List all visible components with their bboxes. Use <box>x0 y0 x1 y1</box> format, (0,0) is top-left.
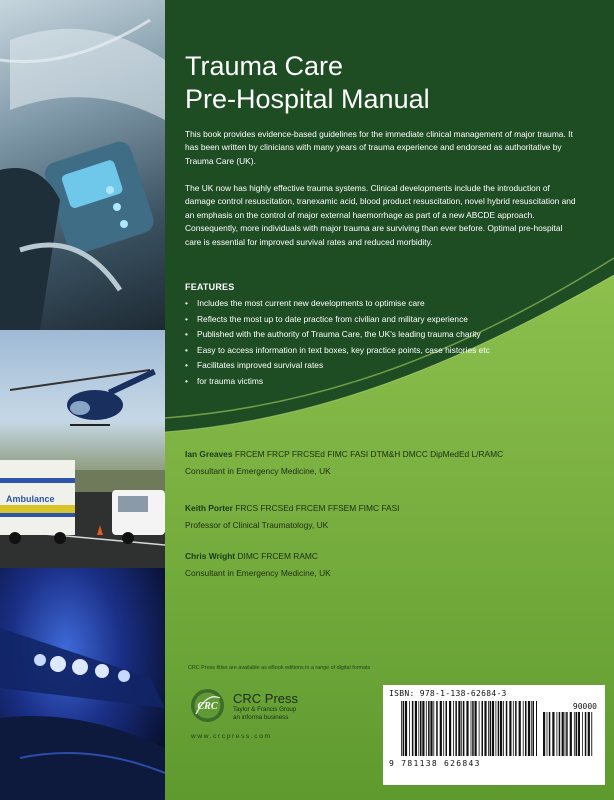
author-name: Ian Greaves <box>185 449 233 459</box>
author-credentials: FRCS FRCSEd FRCEM FFSEM FIMC FASI <box>235 503 400 513</box>
barcode-bar <box>506 701 508 756</box>
barcode-bar <box>415 701 417 756</box>
helicopter-ambulance-illustration <box>0 330 165 568</box>
barcode-bar <box>492 701 494 756</box>
barcode-bar <box>515 701 517 756</box>
barcode-bar <box>549 712 551 756</box>
barcode-bar <box>403 701 405 756</box>
barcode-bar <box>440 701 442 756</box>
author-role: Consultant in Emergency Medicine, UK <box>185 466 331 476</box>
isbn-number: ISBN: 978-1-138-62684-3 <box>389 689 507 698</box>
barcode-bar <box>443 701 444 756</box>
barcode-bar <box>536 701 537 756</box>
barcode-bars-addon <box>543 712 593 756</box>
author-block <box>185 548 595 582</box>
author-role: Consultant in Emergency Medicine, UK <box>185 568 331 578</box>
author-block <box>185 500 595 534</box>
barcode-bar <box>523 701 524 756</box>
description-paragraph-1: This book provides evidence-based guidelines for the immediate clinical management of major trauma. It has been written by clinicians with many years of trauma experience and endorsed as authoritative by Trauma Care (UK). <box>185 129 573 166</box>
author-name: Keith Porter <box>185 503 233 513</box>
barcode-bar <box>576 712 578 756</box>
crc-press-logo-icon <box>190 688 225 723</box>
features-heading: FEATURES <box>185 282 235 292</box>
photo-medical-equipment <box>0 0 165 330</box>
barcode-bar <box>578 712 580 756</box>
publisher-group: Taylor & Francis Group <box>233 706 297 713</box>
barcode-bar <box>582 712 583 756</box>
description-paragraph-2: The UK now has highly effective trauma systems. Clinical developments include the introduction of damage control resuscitation, tranexamic acid, blood product resuscitation, novel hybrid resuscitation and an emphasis on the control of major external haemorrhage as part of a new ABCDE approach. Consequently, more individuals with major trauma are surviving than ever before. Optimal pre-hospital care is essential for improved survival rates and reduced morbidity. <box>185 183 576 247</box>
feature-item: • Published with the authority of Trauma Care, the UK's leading trauma charity <box>185 327 585 343</box>
barcode-bar <box>496 701 497 756</box>
feature-item: • Includes the most current new developments to optimise care <box>185 296 585 312</box>
barcode-bar <box>458 701 460 756</box>
barcode-bar <box>418 701 419 756</box>
barcode-bar <box>490 701 492 756</box>
barcode-bar <box>513 701 514 756</box>
publisher-name: CRC Press <box>233 691 299 706</box>
barcode-bar <box>482 701 484 756</box>
ean-number: 9 781138 626843 <box>389 759 481 768</box>
barcode-bar <box>566 712 568 756</box>
feature-item: • Reflects the most up to date practice from civilian and military experience <box>185 312 585 328</box>
author-block <box>185 446 595 480</box>
barcode-bar <box>533 701 535 756</box>
features-list <box>185 296 585 390</box>
barcode-bar <box>475 701 477 756</box>
photo-strip <box>0 0 165 800</box>
barcode-bar <box>574 712 575 756</box>
barcode-bar <box>466 701 468 756</box>
barcode-bar <box>453 701 454 756</box>
author-credentials: FRCEM FRCP FRCSEd FIMC FASI DTM&H DMCC DipMedEd L/RAMC <box>234 449 504 459</box>
barcode-bar <box>405 701 407 756</box>
barcode-bar <box>484 701 486 756</box>
content-panel <box>165 0 614 800</box>
barcode-bar <box>525 701 527 756</box>
barcode-bar <box>430 701 432 756</box>
barcode-bar <box>543 712 545 756</box>
photo-blue-lights <box>0 568 165 800</box>
barcode-bar <box>479 701 480 756</box>
barcode-bar <box>585 712 587 756</box>
barcode-bar <box>500 701 502 756</box>
barcode-bar <box>436 701 438 756</box>
barcode-bar <box>412 701 414 756</box>
cover-text <box>165 0 614 800</box>
barcode-bar <box>588 712 590 756</box>
barcode-bar <box>446 701 448 756</box>
feature-item: • Easy to access information in text boxes, key practice points, case histories etc <box>185 343 585 359</box>
medical-equipment-illustration <box>0 0 165 330</box>
barcode-bar <box>559 712 561 756</box>
feature-item-continuation: • for trauma victims <box>185 374 585 390</box>
publisher-url: www.crcpress.com <box>191 733 272 740</box>
barcode-bar <box>449 701 451 756</box>
barcode-bar <box>570 712 572 756</box>
barcode-bar <box>547 712 548 756</box>
book-title-line2: Pre-Hospital Manual <box>185 84 430 114</box>
crc-logo-text: CRC <box>197 701 218 712</box>
barcode-bar <box>461 701 462 756</box>
barcode-bar <box>409 701 410 756</box>
barcode-bar <box>472 701 474 756</box>
barcode-bars-main <box>401 701 537 756</box>
author-name: Chris Wright <box>185 551 236 561</box>
barcode-bar <box>528 701 530 756</box>
barcode-bar <box>498 701 500 756</box>
barcode-bar <box>471 701 472 756</box>
barcode-bar <box>509 701 511 756</box>
barcode-bar <box>557 712 558 756</box>
blue-lights-illustration <box>0 568 165 800</box>
author-role: Professor of Clinical Traumatology, UK <box>185 520 329 530</box>
barcode-bar <box>428 701 430 756</box>
barcode-bar <box>420 701 422 756</box>
barcode-bar <box>433 701 434 756</box>
photo-helicopter-ambulance <box>0 330 165 568</box>
book-title <box>185 50 585 116</box>
barcode <box>383 685 605 785</box>
publisher-business: an informa business <box>233 714 289 721</box>
barcode-bar <box>552 712 554 756</box>
barcode-bar <box>426 701 427 756</box>
publisher-info <box>233 691 298 722</box>
barcode-bar <box>531 701 532 756</box>
ebook-note: CRC Press titles are available as eBook editions in a range of digital formats <box>188 665 371 671</box>
barcode-bar <box>488 701 489 756</box>
barcode-bar <box>422 701 424 756</box>
barcode-bar <box>503 701 504 756</box>
barcode-bar <box>463 701 465 756</box>
book-title-line1: Trauma Care <box>185 51 344 81</box>
barcode-bar <box>455 701 457 756</box>
barcode-bar <box>519 701 521 756</box>
price-code: 90000 <box>572 702 597 711</box>
ambulance-sign-text: Ambulance <box>6 494 55 504</box>
barcode-bar <box>562 712 564 756</box>
barcode-bar <box>565 712 566 756</box>
feature-item: • Facilitates improved survival rates <box>185 358 585 374</box>
author-credentials: DIMC FRCEM RAMC <box>237 551 318 561</box>
barcode-bar <box>591 712 592 756</box>
barcode-bar <box>401 701 402 756</box>
